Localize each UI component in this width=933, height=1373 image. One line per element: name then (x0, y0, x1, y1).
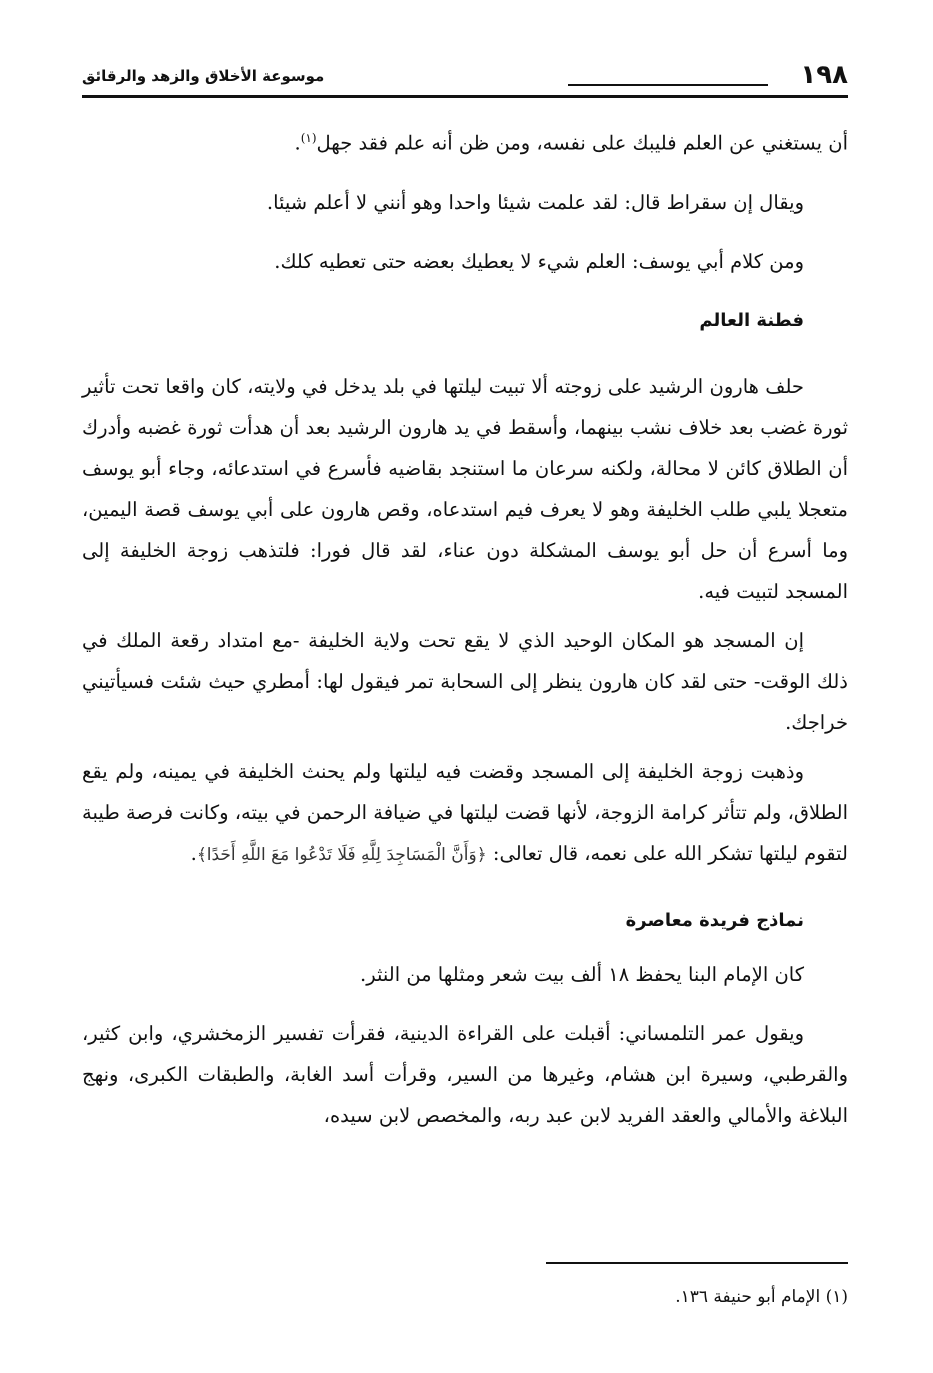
paragraph-end: . (190, 841, 197, 865)
page-body (82, 118, 848, 1136)
page-header (82, 58, 848, 98)
paragraph (82, 118, 848, 164)
paragraph: ومن كلام أبي يوسف: العلم شيء لا يعطيك بعضه حتى تعطيه كلك. (274, 249, 804, 273)
paragraph (82, 751, 848, 876)
footnote-separator (546, 1262, 848, 1264)
header-rule (568, 84, 768, 86)
paragraph-text: وذهبت زوجة الخليفة إلى المسجد وقضت فيه ليلتها ولم يحنث الخليفة في يمينه، ولم يقع الطلاق، ولم تتأثر كرامة الزوجة، لأنها قضت ليلتها في ضيافة الرحمن في بيته، وكانت فرصة طيبة لتقوم ليلتها تشكر الله على نعمه، قال تعالى: (82, 759, 848, 865)
paragraph: ويقول عمر التلمساني: أقبلت على القراءة الدينية، فقرأت تفسير الزمخشري، وابن كثير، والقرطبي، وسيرة ابن هشام، وغيرها من السير، وقرأت أسد الغابة، والطبقات الكبرى، ونهج البلاغة والأمالي والعقد الفريد لابن عبد ربه، والمخصص لابن سيده، (82, 1021, 848, 1127)
footnote: (١) الإمام أبو حنيفة ١٣٦. (675, 1287, 848, 1307)
quran-verse: ﴿وَأَنَّ الْمَسَاجِدَ لِلَّهِ فَلَا تَدْعُوا مَعَ اللَّهِ أَحَدًا﴾ (196, 844, 487, 865)
paragraph: حلف هارون الرشيد على زوجته ألا تبيت ليلتها في بلد يدخل في ولايته، كان واقعا تحت تأثير ثورة غضب بعد خلاف نشب بينهما، وأسقط في يد هارون الرشيد بعد أن هدأت ثورة غضبه وأدرك أن الطلاق كائن لا محالة، ولكنه سرعان ما استنجد بقاضيه فأسرع في استدعائه، وجاء أبو يوسف متعجلا يلبي طلب الخليفة وهو لا يعرف فيم استدعاه، وقص هارون على أبي يوسف قصة اليمين، وما أسرع أن حل أبو يوسف المشكلة دون عناء، لقد قال فورا: فلتذهب زوجة الخليفة إلى المسجد لتبيت فيه. (82, 374, 848, 603)
running-title: موسوعة الأخلاق والزهد والرقائق (82, 67, 325, 85)
paragraph-end: . (294, 131, 301, 155)
section-heading: نماذج فريدة معاصرة (625, 909, 804, 931)
section-heading: فطنة العالم (699, 309, 804, 331)
paragraph: كان الإمام البنا يحفظ ١٨ ألف بيت شعر ومثلها من النثر. (360, 962, 804, 986)
paragraph: ويقال إن سقراط قال: لقد علمت شيئا واحدا وهو أنني لا أعلم شيئا. (266, 190, 804, 214)
page-number: ١٩٨ (800, 60, 848, 90)
paragraph-text: أن يستغني عن العلم فليبك على نفسه، ومن ظن أنه علم فقد جهل (316, 131, 848, 155)
footnote-reference: (١) (300, 131, 317, 145)
paragraph: إن المسجد هو المكان الوحيد الذي لا يقع تحت ولاية الخليفة -مع امتداد رقعة الملك في ذلك الوقت- حتى لقد كان هارون ينظر إلى السحابة تمر فيقول لها: أمطري حيث شئت فسيأتيني خراجك. (82, 628, 848, 734)
